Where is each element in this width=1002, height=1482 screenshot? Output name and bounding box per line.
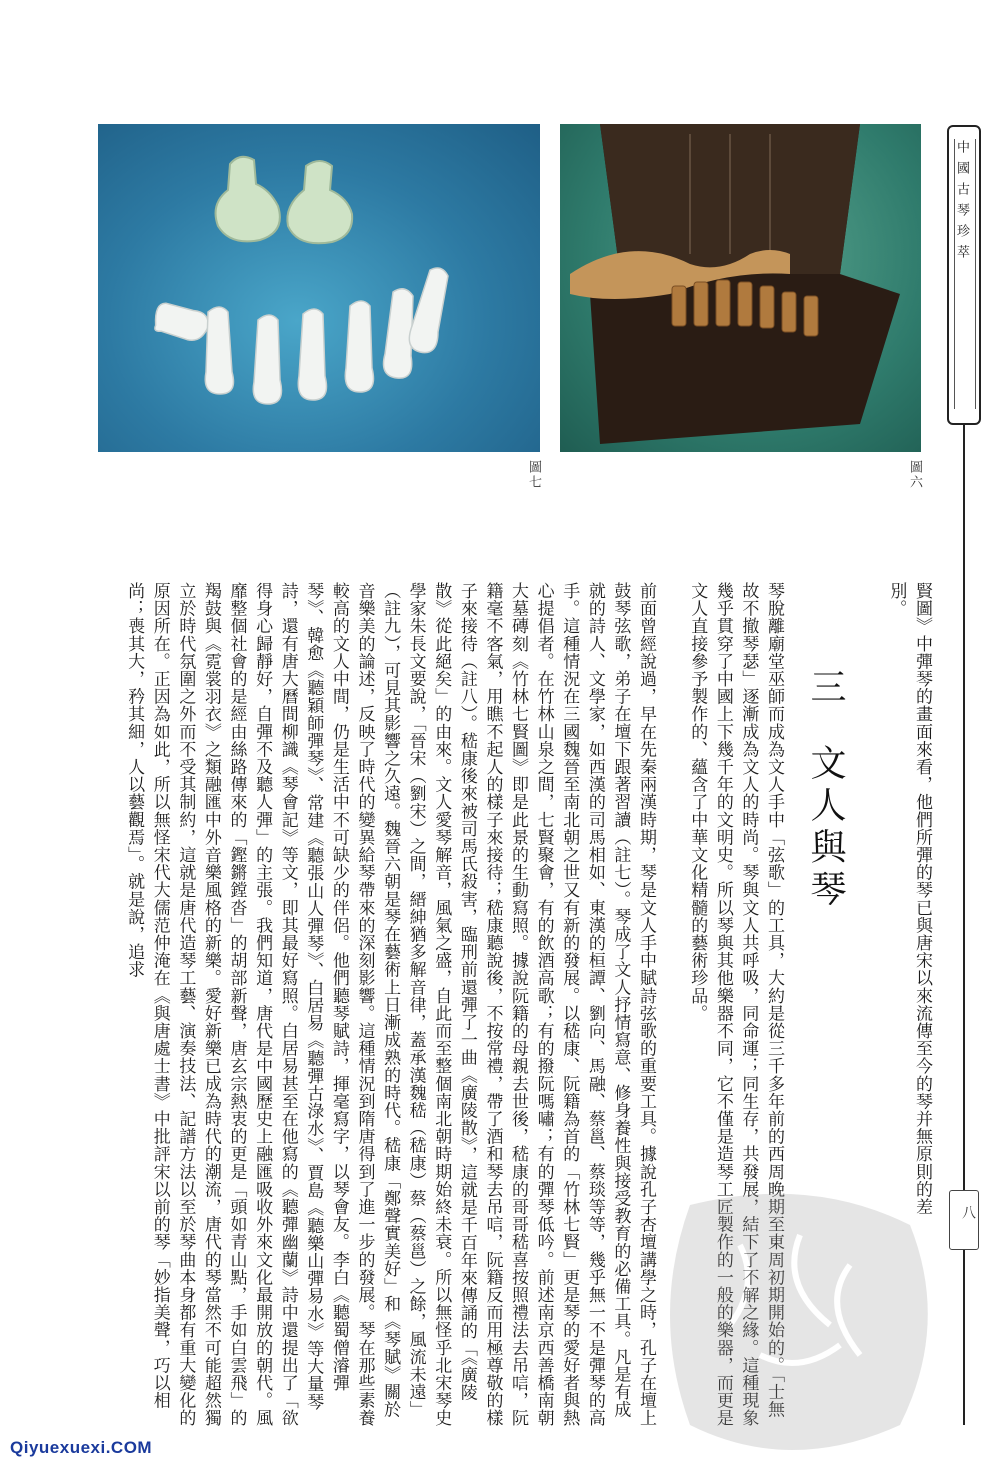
section-number: 三 [805, 668, 846, 710]
figure-seven-caption: 圖七 [526, 460, 541, 490]
side-tab-title: 中國古琴珍萃 [954, 140, 969, 266]
section-title: 文人與琴 [805, 744, 846, 912]
figure-six-caption: 圖六 [907, 460, 922, 490]
side-rule-upper [963, 425, 965, 1190]
jade-tuning-pegs-illustration [98, 124, 540, 452]
seal-watermark [650, 1185, 950, 1465]
figure-six-qin-tail-photo [560, 124, 921, 452]
side-rule-lower [963, 1250, 965, 1425]
body-column-c: 前面曾經說過，早在先秦兩漢時期，琴是文人手中賦詩弦歌的重要工具。據說孔子杏壇講學之時，孔子在壇上鼓琴弦歌，弟子在壇下跟著習讀（註七）。琴成了文人抒情寫意、修身養性與接受教育的必備工具。凡是有成就的詩人、文學家，如西漢的司馬相如、東漢的桓譚、劉向、馬融、蔡邕、蔡琰等等，幾乎無一不是彈琴的高手。這種情況在三國魏晉至南北朝之世又有新的發展。以嵇康、阮籍為首的「竹林七賢」更是琴的愛好者與熱心提倡者。在竹林山泉之間，七賢聚會，有的飲酒高歌；有的撥阮嗎嘯；有的彈琴低吟。前述南京西善橋南朝大墓磚刻《竹林七賢圖》即是此景的生動寫照。據說阮籍的母親去世後，嵇康的哥哥嵇喜按照禮法去吊唁，阮籍毫不客氣，用瞧不起人的樣子來接待；嵇康聽說後，不按常禮，帶了酒和琴去吊唁，阮籍反而用極尊敬的樣子來接待（註八）。嵇康後來被司馬氏殺害，臨刑前還彈了一曲《廣陵散》，這就是千百年來傳誦的「《廣陵散》從此絕矣」的由來。文人愛琴解音，風氣之盛，自此而至整個南北朝時期始終未衰。所以無怪乎北宋琴史學家朱長文要說，「晉宋（劉宋）之間，縉紳猶多解音律，蓋承漢魏嵇（嵇康）蔡（蔡邕）之餘，風流未遠」（註九），可見其影響之久遠。魏晉六朝是琴在藝術上日漸成熟的時代。嵇康「鄭聲實美好」和《琴賦》關於音樂美的論述，反映了時代的變異給琴帶來的深刻影響。這種情況到隋唐得到了進一步的發展。琴在那些素養較高的文人中間，仍是生活中不可缺少的伴侶。他們聽琴賦詩，揮毫寫字，以琴會友。李白《聽蜀僧濬彈琴》、韓愈《聽穎師彈琴》、常建《聽張山人彈琴》、白居易《聽彈古淥水》、賈島《聽樂山彈易水》等大量琴詩，還有唐大曆間柳識《琴會記》等文，即其最好寫照。白居易甚至在他寫的《聽彈幽蘭》詩中還提出了「欲得身心歸靜好，自彈不及聽人彈」的主張。我們知道，唐代是中國歷史上融匯吸收外來文化最開放的朝代。風靡整個社會的是經由絲路傳來的「鏗鏘鏜沓」的胡部新聲，唐玄宗熱衷的更是「頭如青山點，手如白雲飛」的羯鼓與《霓裳羽衣》之類融匯中外音樂風格的新樂。愛好新樂已成為時代的潮流，唐代的琴當然不可能超然獨立於時代氛圍之外而不受其制約，這就是唐代造琴工藝、演奏技法、記譜方法以至於琴曲本身都有重大變化的原因所在。正因為如此，所以無怪宋代大儒范仲淹在《與唐處士書》中批評宋以前的琴「妙指美聲，巧以相尚；喪其大，矜其細，人以藝觀焉」。就是說，追求 [124, 582, 656, 1427]
page-number-box [949, 1190, 979, 1250]
site-watermark: Qiyuexuexi.COM [10, 1438, 153, 1457]
body-column-b: 琴脫離廟堂巫師而成為文人手中「弦歌」的工具，大約是從三千多年前的西周晚期至東周初期開始的。「士無故不撤琴瑟」逐漸成為文人的時尚。琴與文人共呼吸，同命運；同生存，共發展，結下了不解之緣。這種現象幾乎貫穿了中國上下幾千年的文明史。所以琴與其他樂器不同，它不僅是造琴工匠製作的一般的樂器，而更是文人直接參予製作的、蘊含了中華文化精髓的藝術珍品。 [687, 582, 784, 1427]
body-column-a: 賢圖》中彈琴的畫面來看，他們所彈的琴已與唐宋以來流傳至今的琴并無原則的差別。 [886, 582, 932, 1216]
section-heading [800, 668, 851, 912]
qin-instrument-illustration [560, 124, 921, 452]
page-number: 八 [960, 1205, 976, 1219]
figure-seven-jade-pegs-photo [98, 124, 540, 452]
